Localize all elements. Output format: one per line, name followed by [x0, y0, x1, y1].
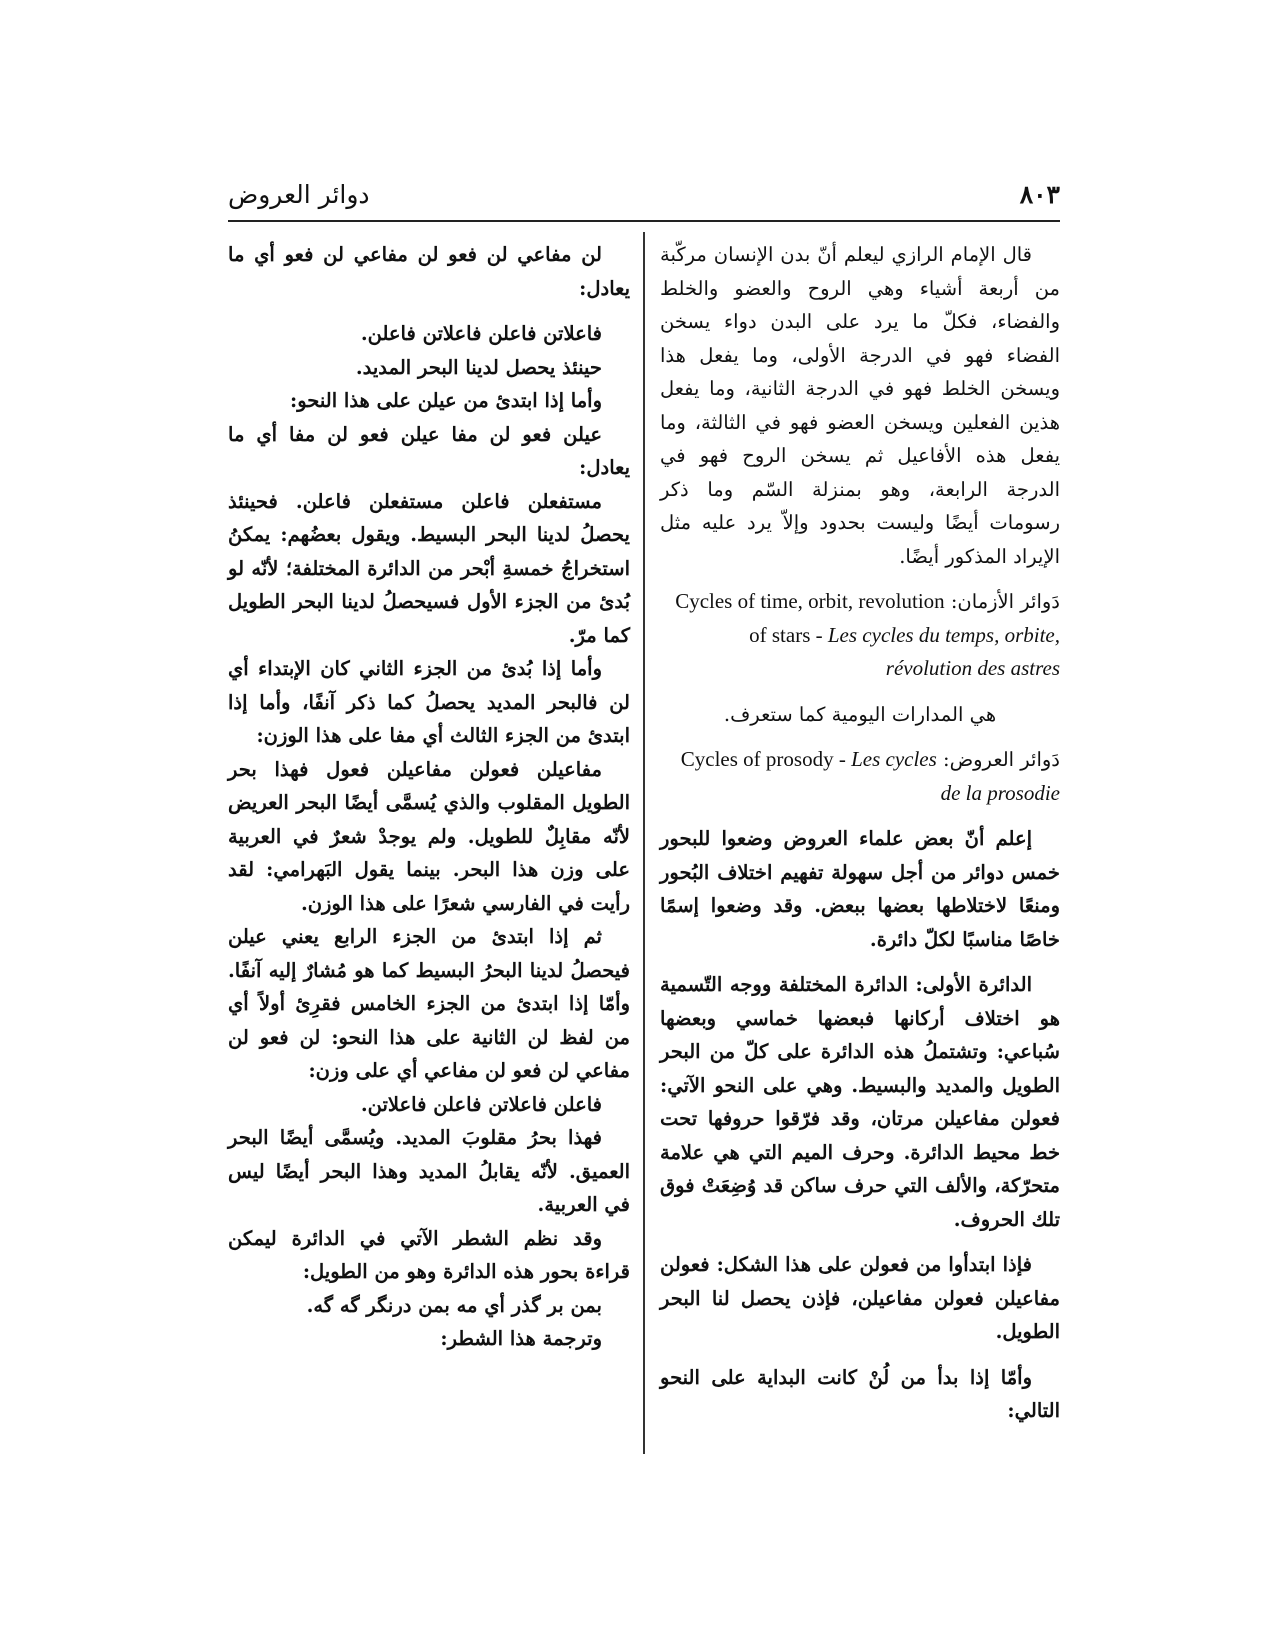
paragraph-line-7: وأما إذا بُدئ من الجزء الثاني كان الإبتداء أي لن فالبحر المديد يحصلُ كما ذكر آنفًا، وأما إذا ابتدئ من الجزء الثالث أي مفا على هذا الوزن: [228, 657, 630, 747]
left-column [228, 238, 630, 1356]
paragraph-line-5: عيلن فعو لن مفا عيلن فعو لن مفا أي ما يعادل: [228, 422, 630, 479]
paragraph-line-14: وترجمة هذا الشطر: [440, 1327, 602, 1350]
entry-term-french: Les cycles du temps, orbite, révolution des astres [827, 622, 1060, 680]
paragraph-line-3: حينئذ يحصل لدينا البحر المديد. [355, 355, 602, 379]
entry-term-english: Cycles of prosody - [680, 747, 852, 771]
paragraph-definition-time: هي المدارات اليومية كما ستعرف. [723, 702, 997, 726]
right-column [660, 238, 1060, 1428]
header-rule [228, 220, 1060, 222]
paragraph-line-13: بمن بر گذر أي مه بمن درنگر گه گه. [306, 1293, 602, 1317]
paragraph-first-circle: الدائرة الأولى: الدائرة المختلفة ووجه التّسمية هو اختلاف أركانها فبعضها خماسي وبعضها سُباعي: وتشتملُ هذه الدائرة على كلّ من البحر الطويل والمديد والبسيط. وهي على النحو الآتي: فعولن مفاعيلن مرتان، وقد فرّقوا حروفها تحت خط محيط الدائرة. وحرف الميم التي هي علامة متحرّكة، والألف التي حرف ساكن قد وُضِعَتْ فوق تلك الحروف. [660, 973, 1060, 1231]
entry-cycles-of-prosody [660, 743, 1060, 810]
paragraph-line-10: فاعلن فاعلاتن فاعلن فاعلاتن. [360, 1092, 602, 1116]
entry-term-arabic: دَوائر العروض: [943, 748, 1060, 771]
paragraph-lun-start: وأمّا إذا بدأ من لُنْ كانت البداية على النحو التالي: [660, 1365, 1060, 1422]
column-divider [643, 232, 645, 1454]
paragraph-razi: قال الإمام الرازي ليعلم أنّ بدن الإنسان مركّبة من أربعة أشياء وهي الروح والعضو والخلط والفضاء، فكلّ ما يرد على البدن دواء يسخن الفضاء فهو في الدرجة الأولى، وما يفعل هذا ويسخن الخلط فهو في الدرجة الثانية، وما يفعل هذين الفعلين ويسخن العضو فهو في الثالثة، وما يفعل هذه الأفاعيل ثم يسخن الروح فهو في الدرجة الرابعة، وهو بمنزلة السّم وما ذكر رسومات أيضًا وليست بحدود وإلاّ يرد عليه مثل الإيراد المذكور أيضًا. [660, 243, 1060, 568]
entry-term-english: Cycles of time, orbit, revolution of stars - [675, 589, 945, 647]
paragraph-line-9: ثم إذا ابتدئ من الجزء الرابع يعني عيلن فيحصلُ لدينا البحرُ البسيط كما هو مُشارٌ إليه آنفًا. وأمّا إذا ابتدئ من الجزء الخامس فقرِئ أولاً أي من لفظ لن الثانية على هذا النحو: لن فعو لن مفاعي لن فعو لن مفاعي أي على وزن: [228, 925, 630, 1082]
page-number: ٨٠٣ [1019, 180, 1060, 209]
paragraph-line-6: مستفعلن فاعلن مستفعلن فاعلن. فحينئذ يحصلُ لدينا البحر البسيط. ويقول بعضُهم: يمكنُ استخراجُ خمسةِ أبْحر من الدائرة المختلفة؛ لأنّه لو بُدئ من الجزء الأول فسيحصلُ لدينا البحر الطويل كما مرّ. [228, 489, 630, 647]
entry-term-arabic: دَوائر الأزمان: [950, 590, 1060, 613]
paragraph-line-8: مفاعيلن فعولن مفاعيلن فعول فهذا بحر الطويل المقلوب والذي يُسمَّى أيضًا البحر العريض لأنّه مقابِلٌ للطويل. ولم يوجدْ شعرٌ في العربية على وزن هذا البحر. بينما يقول البَهرامي: لقد رأيت في الفارسي شعرًا على هذا الوزن. [228, 757, 630, 915]
entry-cycles-of-time [660, 585, 1060, 686]
paragraph-line-1: لن مفاعي لن فعو لن مفاعي لن فعو أي ما يعادل: [228, 243, 630, 300]
paragraph-tawil: فإذا ابتدأوا من فعولن على هذا الشكل: فعولن مفاعيلن فعولن مفاعيلن، فإذن يحصل لنا البحر الطويل. [660, 1253, 1060, 1343]
paragraph-prosody-intro: إعلم أنّ بعض علماء العروض وضعوا للبحور خمس دوائر من أجل سهولة تفهيم اختلاف البُحور ومنعًا لاختلاطها بعضها ببعض. وقد وضعوا إسمًا خاصًا مناسبًا لكلّ دائرة. [660, 827, 1060, 951]
paragraph-line-4: وأما إذا ابتدئ من عيلن على هذا النحو: [290, 389, 602, 412]
paragraph-line-2: فاعلاتن فاعلن فاعلاتن فاعلن. [360, 322, 602, 345]
header-title: دوائر العروض [228, 180, 370, 209]
paragraph-line-12: وقد نظم الشطر الآتي في الدائرة ليمكن قراءة بحور هذه الدائرة وهو من الطويل: [228, 1226, 630, 1283]
paragraph-line-11: فهذا بحرُ مقلوبَ المديد. ويُسمَّى أيضًا البحر العميق. لأنّه يقابلُ المديد وهذا البحر أيضًا ليس في العربية. [228, 1126, 630, 1216]
running-header [228, 180, 1060, 222]
entry-term-french: Les cycles de la prosodie [851, 747, 1060, 805]
